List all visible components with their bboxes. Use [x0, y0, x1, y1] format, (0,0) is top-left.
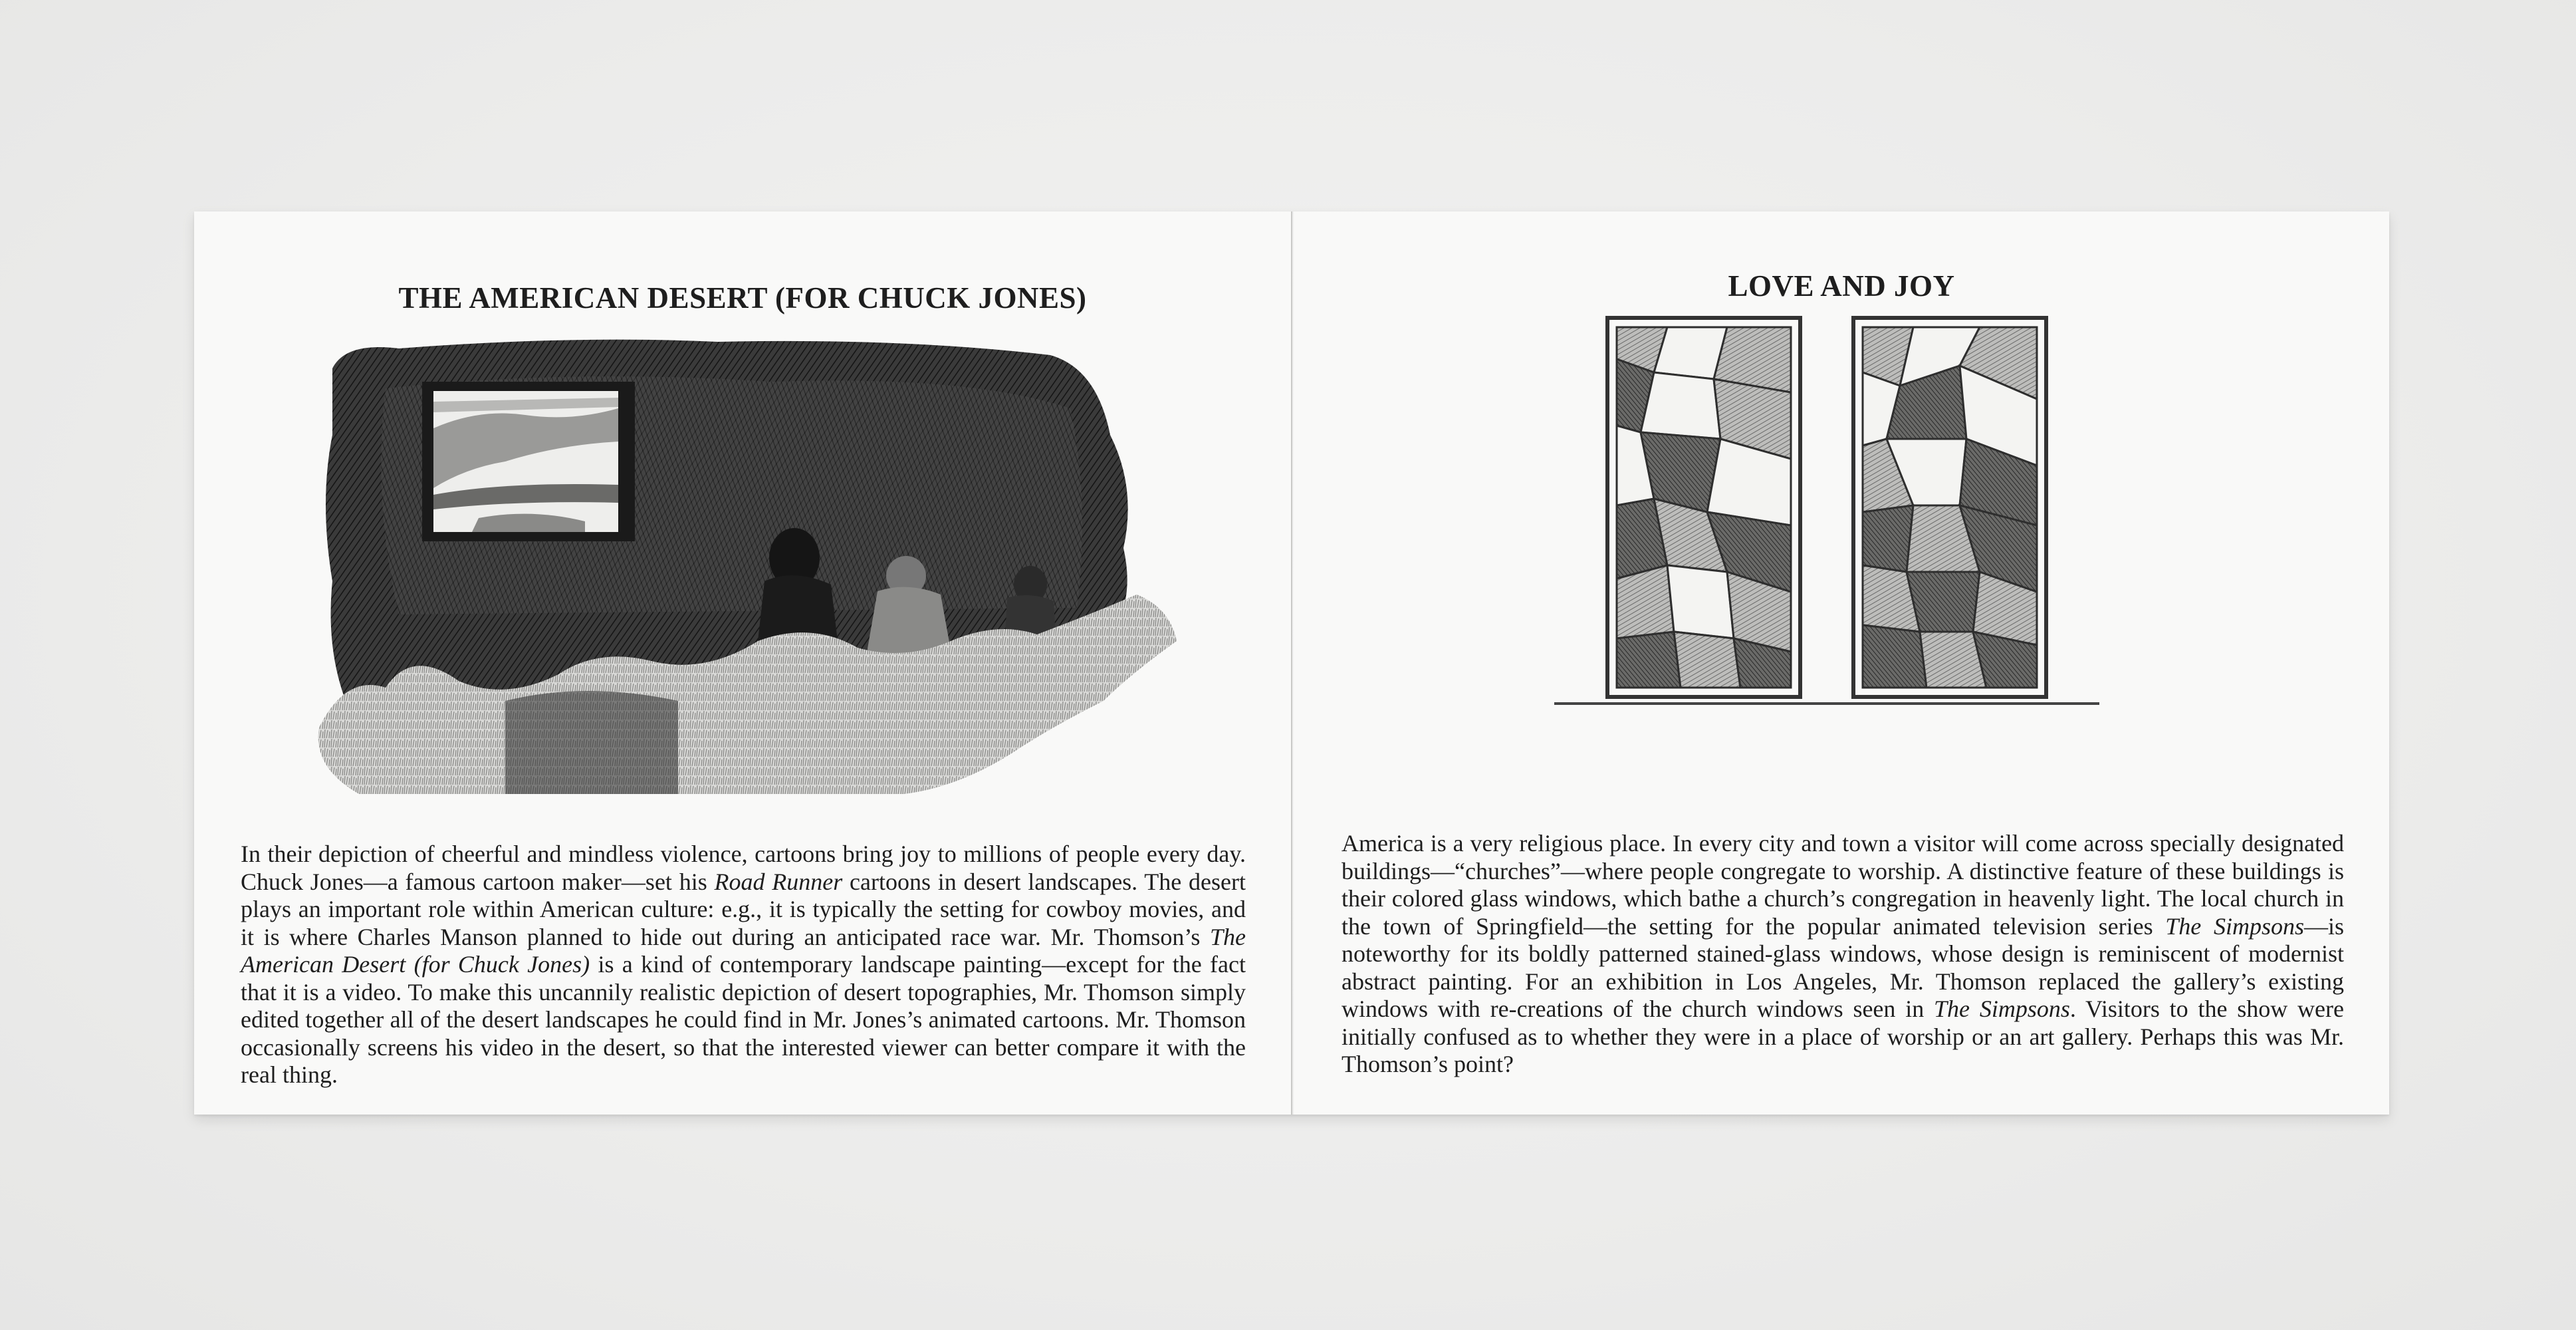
- simpsons-italic-1: The Simpsons: [2165, 912, 2304, 940]
- right-page: [1294, 211, 2389, 1115]
- right-page-body: [1342, 830, 2344, 1079]
- road-runner-italic: Road Runner: [714, 868, 843, 895]
- work-title-italic: The American Desert (for Chuck Jones): [241, 923, 1246, 978]
- right-body-part-1: America is a very religious place. In every city and town a visitor will come across specially designated buildings—“churches”—where people congregate to worship. A distinctive feature of these buildings is their colored glass windows, which bathe a church’s congregation in heavenly light. The local church in the town of Springfield—the setting for the popular animated television series: [1342, 830, 2344, 940]
- stained-glass-windows-illustration: [1554, 313, 2099, 712]
- left-page-title: THE AMERICAN DESERT (FOR CHUCK JONES): [398, 281, 1087, 315]
- simpsons-italic-2: The Simpsons: [1934, 996, 2070, 1022]
- left-body-part-2: cartoons in desert landscapes. The desert plays an important role within American culture: e.g., it is typically the setting for cowboy movies, and it is where Charles Manson planned to hide out during an anticipated race war. Mr. Thomson’s: [241, 868, 1246, 950]
- right-body-part-2: —is noteworthy for its boldly patterned stained-glass windows, whose design is reminiscent of modernist abstract painting. For an exhibition in Los Angeles, Mr. Thomson replaced the gallery’s existing windows with re-creations of the church windows seen in: [1342, 912, 2345, 1022]
- desert-screening-illustration: [306, 329, 1197, 794]
- right-body-part-3: . Visitors to the show were initially confused as to whether they were in a place of worship or an art gallery. Perhaps this was Mr. Thomson’s point?: [1342, 996, 2344, 1077]
- book-spread: [194, 211, 2389, 1115]
- left-page-body: [241, 841, 1246, 1089]
- left-body-part-1: In their depiction of cheerful and mindless violence, cartoons bring joy to millions of people every day. Chuck Jones—a famous cartoon maker—set his: [241, 841, 1246, 895]
- left-body-part-3: is a kind of contemporary landscape painting—except for the fact that it is a video. To make this uncannily realistic depiction of desert topographies, Mr. Thomson simply edited together all of the desert landscapes he could find in Mr. Jones’s animated cartoons. Mr. Thomson occasionally screens his video in the desert, so that the interested viewer can better compare it with the real thing.: [241, 951, 1246, 1088]
- right-page-title: LOVE AND JOY: [1728, 269, 1955, 303]
- left-page: [194, 211, 1292, 1115]
